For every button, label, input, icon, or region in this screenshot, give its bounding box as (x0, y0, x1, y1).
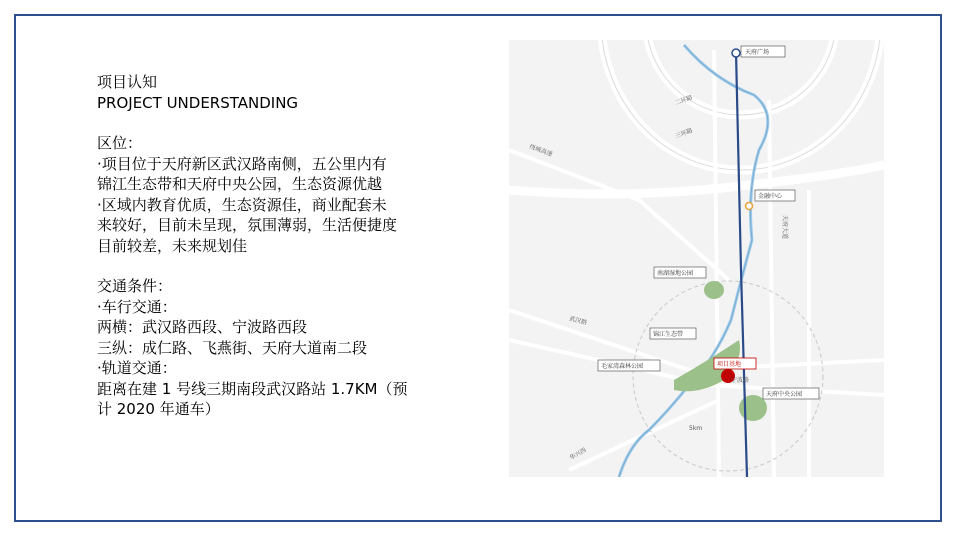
label-tianfu-square: 天府广场 (745, 49, 770, 56)
label-ningbo-road: 宁波路 (731, 377, 750, 384)
label-nanhu-park: 南湖湿地公园 (657, 270, 694, 277)
location-line: 来较好，目前未呈现，氛围薄弱，生活便捷度 (97, 216, 398, 234)
location-heading: 区位： (97, 134, 143, 152)
label-project-site: 项目基地 (717, 361, 742, 368)
label-tianfu-central-park: 天府中央公园 (766, 391, 803, 398)
traffic-line: 计 2020 年通车） (97, 400, 220, 418)
location-line: 锦江生态带和天府中央公园，生态资源优越 (97, 175, 383, 193)
traffic-line: ·轨道交通： (97, 359, 177, 377)
traffic-line: 三纵：成仁路、飞燕街、天府大道南二段 (97, 338, 368, 357)
title-cn: 项目认知 (97, 73, 158, 91)
label-jinjiang-belt: 锦江生态带 (653, 331, 684, 338)
title-en: PROJECT UNDERSTANDING (97, 93, 299, 112)
location-line: ·区域内教育优质，生态资源佳，商业配套未 (97, 195, 387, 214)
location-line: ·项目位于天府新区武汉路南侧，五公里内有 (97, 154, 387, 173)
label-5km: 5km (689, 425, 703, 432)
location-map (509, 40, 884, 477)
label-wuhan-road: 武汉路 (568, 315, 588, 327)
label-ring3: 三环路 (674, 127, 694, 140)
label-financial-center: 金融中心 (758, 193, 783, 200)
nanhu-park (704, 281, 724, 299)
financial-center-icon (746, 203, 753, 210)
traffic-line: 两横：武汉路西段、宁波路西段 (97, 318, 308, 336)
location-line: 目前较差，未来规划佳 (97, 236, 248, 255)
label-ring2: 二环路 (674, 94, 694, 107)
label-huaxing: 华兴西 (568, 446, 588, 462)
label-tianfu-avenue: 天府大道 (781, 215, 788, 240)
location-map-svg (509, 40, 884, 477)
traffic-line: 距离在建 1 号线三期南段武汉路站 1.7KM（预 (97, 379, 408, 398)
metro-station-icon (732, 49, 740, 57)
text-block (97, 72, 497, 420)
label-maojiawan-park: 毛家湾森林公园 (601, 363, 644, 370)
traffic-heading: 交通条件： (97, 277, 173, 295)
label-ring-expressway: 绕城高速 (528, 143, 554, 159)
traffic-line: ·车行交通： (97, 297, 177, 316)
